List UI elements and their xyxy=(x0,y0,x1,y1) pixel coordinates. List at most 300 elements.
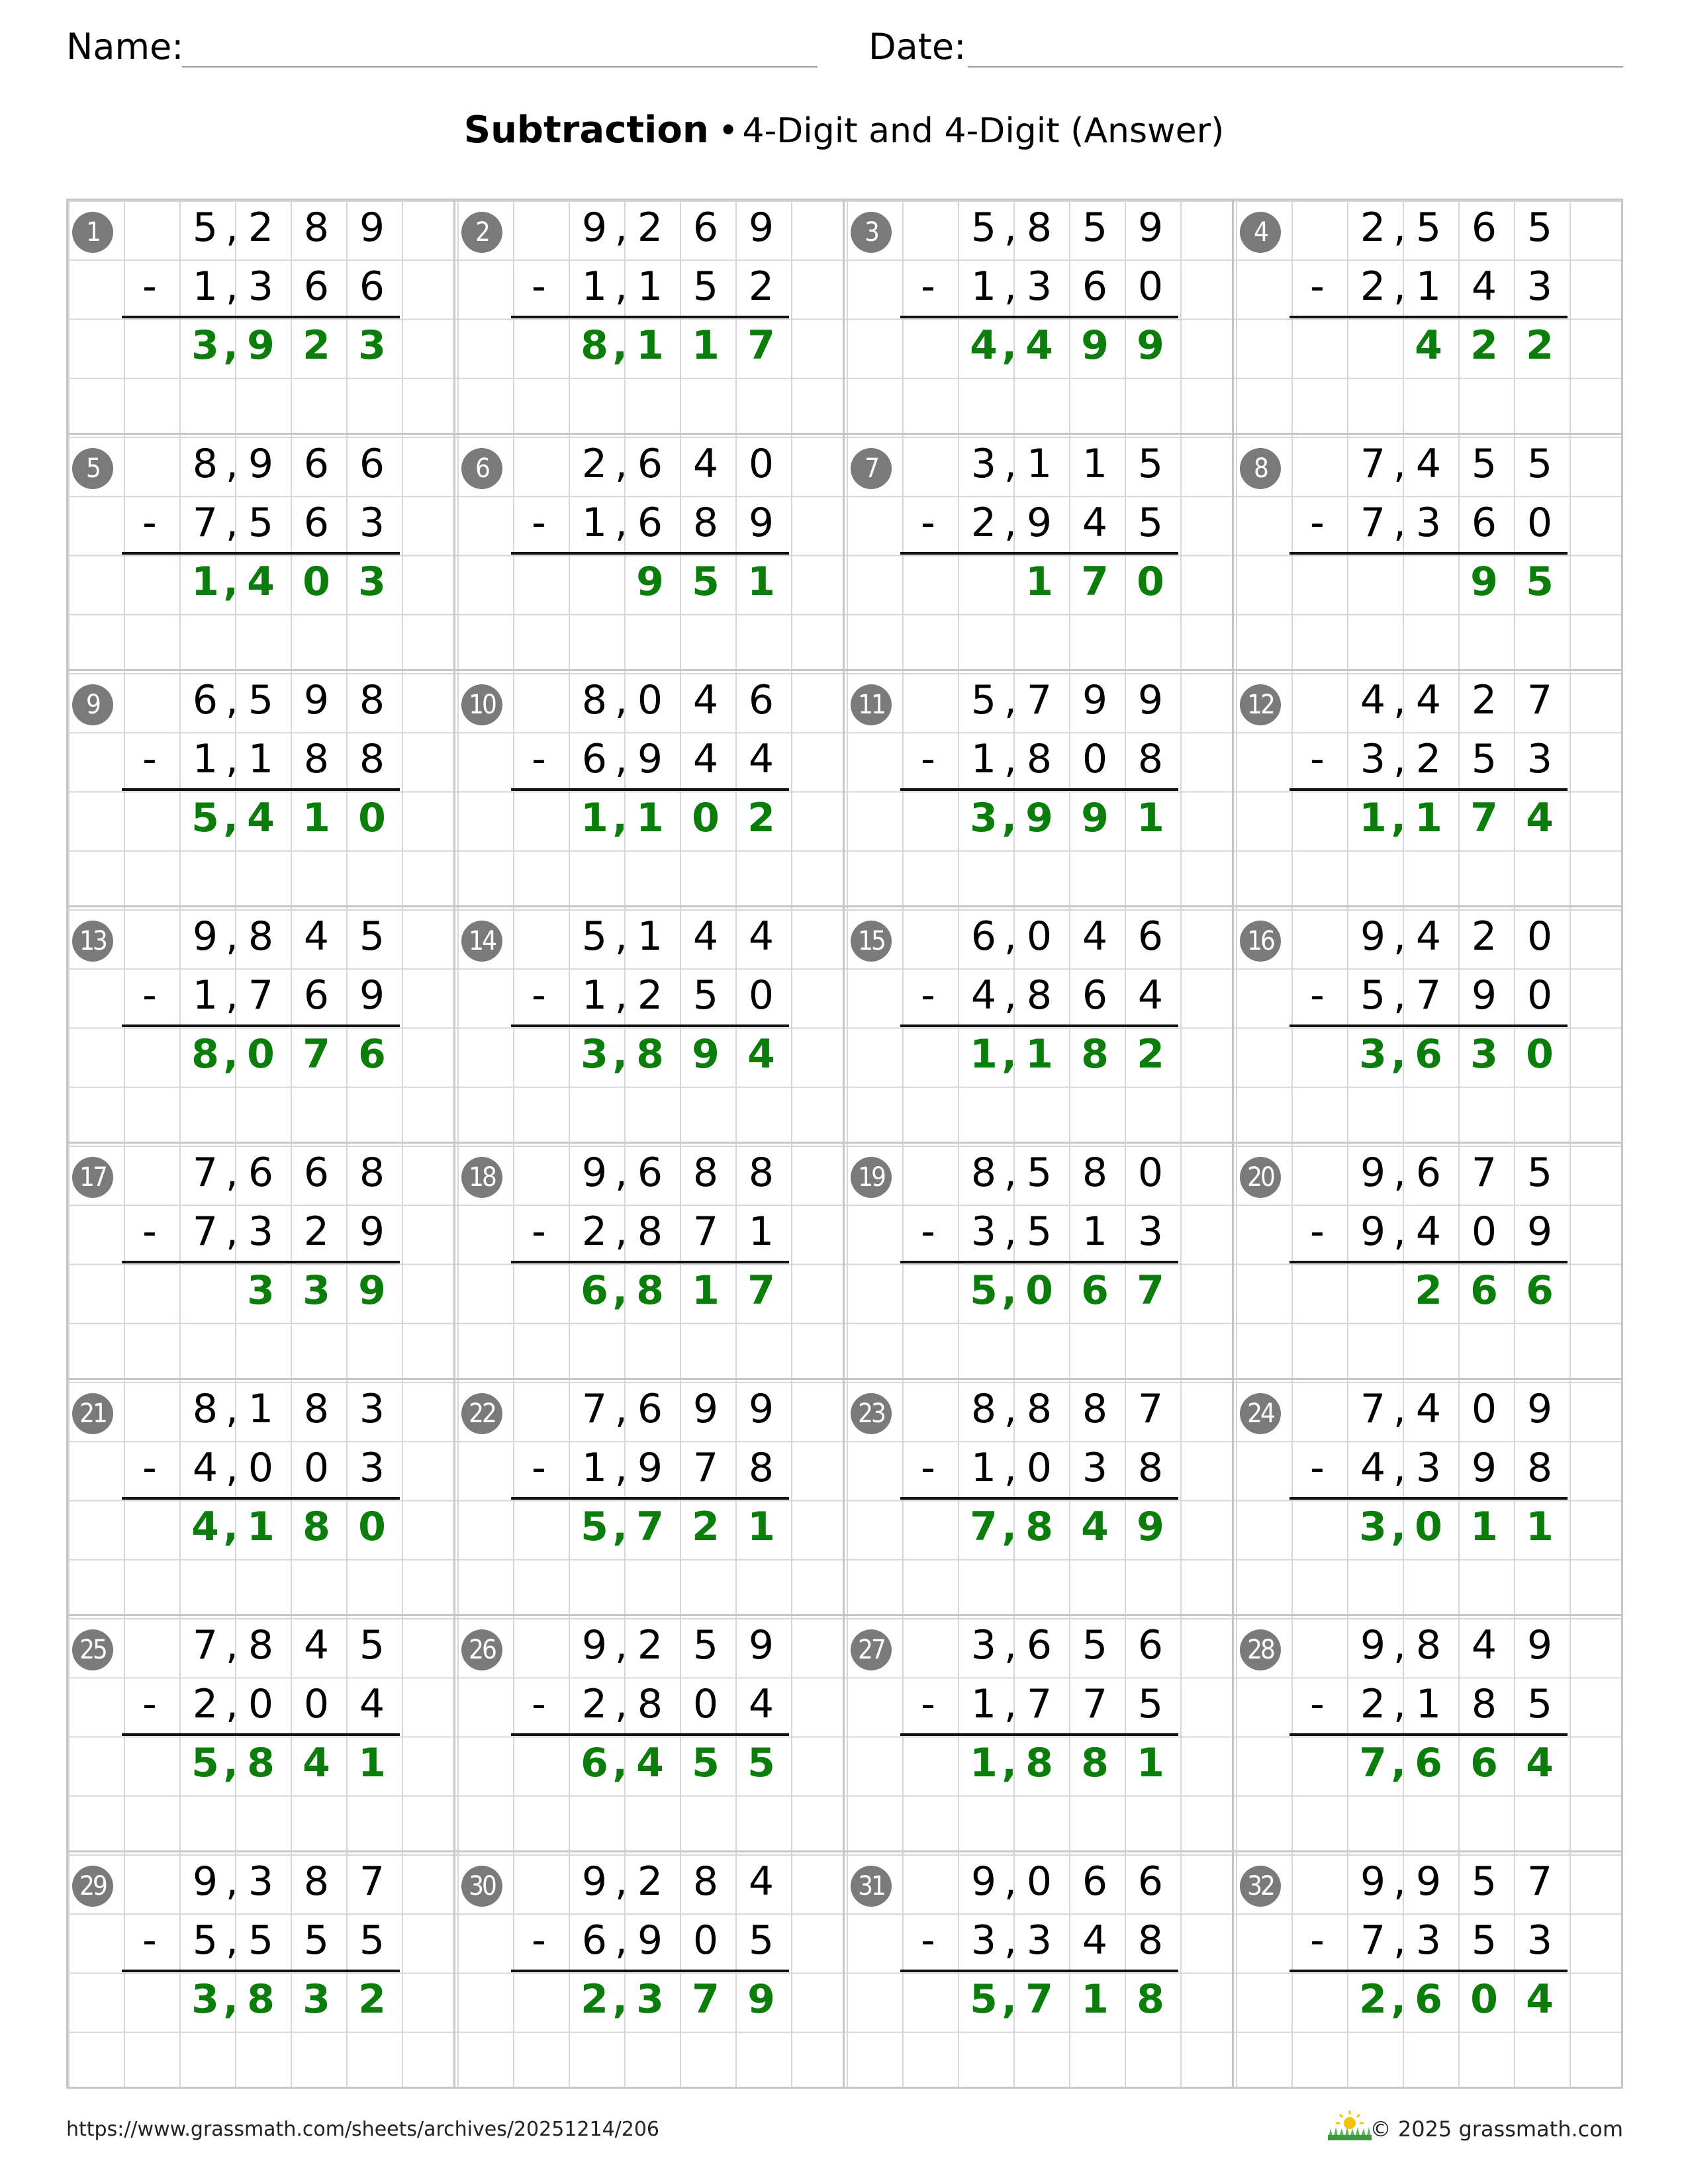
digit: 6 xyxy=(637,1386,663,1432)
minuend-row xyxy=(122,1380,400,1439)
digit: 3 , xyxy=(956,1203,1011,1261)
digit: 9 xyxy=(359,972,385,1019)
digit: 1 xyxy=(248,736,274,782)
digit: 9 xyxy=(1471,972,1497,1019)
digit: 0 xyxy=(1026,1445,1053,1491)
answer-row xyxy=(511,1498,789,1557)
digit: 8 xyxy=(692,1150,719,1196)
digit: 4 xyxy=(247,559,275,605)
minuend-row xyxy=(122,1852,400,1911)
minuend-row xyxy=(511,1144,789,1203)
digit: 5 xyxy=(747,1740,775,1786)
subtrahend-row xyxy=(122,257,400,316)
digit: 0 xyxy=(748,441,774,487)
digit: 1 , xyxy=(956,257,1011,316)
digit: 0 xyxy=(248,1445,274,1491)
digit: 4 xyxy=(1526,795,1554,841)
digit: 6 xyxy=(1471,500,1497,546)
problem-number-badge: 29 xyxy=(72,1866,113,1907)
digit: 9 xyxy=(1526,1208,1553,1255)
digit: 7 xyxy=(1026,677,1053,723)
digit: 8 xyxy=(359,1150,385,1196)
digit: 9 , xyxy=(1345,1203,1401,1261)
digit: 1 , xyxy=(567,1439,622,1498)
empty-digit xyxy=(900,789,956,848)
digit: 0 xyxy=(1415,1504,1442,1550)
empty-digit xyxy=(900,1616,956,1675)
thousands-separator: , xyxy=(614,972,628,1019)
digit: 2 , xyxy=(1345,1970,1401,2029)
digit: 4 xyxy=(748,736,774,782)
answer-row xyxy=(1289,316,1568,375)
digit: 1 xyxy=(1137,795,1164,841)
thousands-separator: , xyxy=(1004,677,1017,723)
digit: 4 xyxy=(1081,1504,1109,1550)
problem-cell xyxy=(66,1852,455,2089)
digit: 9 , xyxy=(177,1852,233,1911)
digit: 8 xyxy=(748,1445,774,1491)
digit: 5 , xyxy=(567,907,622,966)
digit: 2 xyxy=(303,322,330,369)
subtrahend-row xyxy=(900,1203,1178,1261)
problem-cell xyxy=(845,1616,1234,1852)
digit: 8 xyxy=(637,1208,663,1255)
digit: 6 xyxy=(637,441,663,487)
digit: 9 xyxy=(1082,677,1108,723)
subtrahend-row xyxy=(900,494,1178,553)
digit: 0 xyxy=(303,559,330,605)
digit: 7 xyxy=(747,322,775,369)
digit: 7 xyxy=(1137,1267,1164,1314)
digit: 8 , xyxy=(956,1144,1011,1203)
subtrahend-row xyxy=(900,1439,1178,1498)
digit: 4 xyxy=(1415,322,1442,369)
thousands-separator: , xyxy=(612,322,628,369)
digit: 1 xyxy=(747,1504,775,1550)
digit: 6 xyxy=(303,263,330,310)
digit: 4 xyxy=(1526,1740,1554,1786)
problem-cell xyxy=(845,435,1234,671)
empty-digit xyxy=(122,1616,177,1675)
digit: 5 , xyxy=(177,199,233,257)
thousands-separator: , xyxy=(223,1504,238,1550)
digit: 6 xyxy=(303,441,330,487)
digit: 2 , xyxy=(956,494,1011,553)
digit: 9 xyxy=(1137,322,1164,369)
problem-number-badge: 9 xyxy=(72,684,113,725)
empty-digit xyxy=(511,1616,567,1675)
thousands-separator: , xyxy=(614,500,628,546)
digit: 7 xyxy=(1415,972,1442,1019)
empty-digit xyxy=(122,1025,177,1084)
empty-digit xyxy=(511,553,567,612)
digit: 0 xyxy=(1526,972,1553,1019)
digit: 8 xyxy=(1081,1031,1109,1077)
digit: 5 xyxy=(303,1917,330,1964)
digit: 8 xyxy=(692,500,719,546)
thousands-separator: , xyxy=(225,263,238,310)
digit: 8 xyxy=(247,1976,275,2023)
thousands-separator: , xyxy=(1004,1445,1017,1491)
digit: 4 xyxy=(1082,913,1108,960)
minus-sign: - xyxy=(1310,500,1325,546)
digit: 8 xyxy=(359,677,385,723)
digit: 7 , xyxy=(177,1203,233,1261)
minuend-row xyxy=(122,671,400,730)
empty-digit xyxy=(122,1852,177,1911)
answer-row xyxy=(511,789,789,848)
empty-digit xyxy=(122,1380,177,1439)
digit: 6 xyxy=(359,263,385,310)
digit: 5 , xyxy=(177,1911,233,1970)
empty-digit xyxy=(900,907,956,966)
minus-sign: - xyxy=(532,500,546,546)
thousands-separator: , xyxy=(1393,913,1406,960)
digit: 6 xyxy=(637,1150,663,1196)
problem-number-badge: 24 xyxy=(1240,1393,1281,1434)
problem-number-badge: 31 xyxy=(851,1866,892,1907)
digit: 6 xyxy=(1082,1858,1108,1905)
digit: 4 xyxy=(247,795,275,841)
thousands-separator: , xyxy=(1393,205,1406,251)
digit: 8 , xyxy=(177,1380,233,1439)
answer-row xyxy=(122,553,400,612)
problem-number-badge: 20 xyxy=(1240,1157,1281,1198)
empty-digit xyxy=(1289,1970,1345,2029)
digit: 5 , xyxy=(567,1498,622,1557)
digit: 3 , xyxy=(956,789,1011,848)
thousands-separator: , xyxy=(225,1681,238,1727)
problem-cell xyxy=(66,671,455,907)
thousands-separator: , xyxy=(225,500,238,546)
digit: 2 , xyxy=(567,1675,622,1734)
page-title xyxy=(0,107,1688,154)
empty-digit xyxy=(511,1498,567,1557)
minus-sign: - xyxy=(142,1208,157,1255)
thousands-separator: , xyxy=(614,677,628,723)
digit: 3 xyxy=(1415,500,1442,546)
digit: 6 xyxy=(748,677,774,723)
answer-row xyxy=(122,1025,400,1084)
problem-cell xyxy=(66,1380,455,1616)
digit: 0 xyxy=(247,1031,275,1077)
digit: 1 xyxy=(1415,263,1442,310)
digit: 6 , xyxy=(956,907,1011,966)
problem-cell xyxy=(845,1144,1234,1380)
digit: 6 xyxy=(1082,263,1108,310)
digit: 9 , xyxy=(567,1616,622,1675)
digit xyxy=(956,553,1011,612)
thousands-separator: , xyxy=(225,677,238,723)
digit: 2 , xyxy=(1345,257,1401,316)
thousands-separator: , xyxy=(1004,1150,1017,1196)
problem-cell xyxy=(455,907,845,1144)
digit: 6 xyxy=(1415,1031,1442,1077)
digit: 4 , xyxy=(177,1498,233,1557)
digit: 6 xyxy=(1137,913,1164,960)
digit: 9 xyxy=(747,1976,775,2023)
problem-cell xyxy=(66,435,455,671)
empty-digit xyxy=(511,1144,567,1203)
subtrahend-row xyxy=(900,1675,1178,1734)
thousands-separator: , xyxy=(1002,1740,1017,1786)
thousands-separator: , xyxy=(223,322,238,369)
problem-grid xyxy=(66,199,1623,2089)
thousands-separator: , xyxy=(1393,736,1406,782)
answer-row xyxy=(1289,1734,1568,1793)
digit: 3 xyxy=(1026,1917,1053,1964)
thousands-separator: , xyxy=(1393,441,1406,487)
digit: 3 xyxy=(1082,1445,1108,1491)
digit: 2 xyxy=(637,1858,663,1905)
digit: 8 xyxy=(1082,1150,1108,1196)
problem-cell xyxy=(845,1380,1234,1616)
problem-number-badge: 15 xyxy=(851,921,892,962)
problem-number-badge: 16 xyxy=(1240,921,1281,962)
digit: 5 , xyxy=(956,1261,1011,1320)
digit: 9 xyxy=(1025,795,1053,841)
thousands-separator: , xyxy=(614,1208,628,1255)
minus-sign: - xyxy=(532,972,546,1019)
problem-cell xyxy=(455,199,845,435)
thousands-separator: , xyxy=(1004,263,1017,310)
digit: 6 xyxy=(1081,1267,1109,1314)
digit: 4 , xyxy=(1345,1439,1401,1498)
digit: 4 xyxy=(1526,1976,1554,2023)
digit: 0 xyxy=(1470,1976,1498,2023)
problem-cell xyxy=(845,907,1234,1144)
digit: 9 xyxy=(637,736,663,782)
empty-digit xyxy=(900,1734,956,1793)
thousands-separator: , xyxy=(1393,1858,1406,1905)
minus-sign: - xyxy=(1310,1445,1325,1491)
problem-number-badge: 28 xyxy=(1240,1629,1281,1670)
digit: 9 xyxy=(358,1267,386,1314)
problem-cell xyxy=(1234,1852,1623,2089)
digit: 2 xyxy=(358,1976,386,2023)
digit: 3 , xyxy=(177,1970,233,2029)
subtrahend-row xyxy=(900,257,1178,316)
thousands-separator: , xyxy=(1393,1445,1406,1491)
empty-digit xyxy=(122,1734,177,1793)
digit: 3 , xyxy=(956,1616,1011,1675)
digit: 1 , xyxy=(1345,789,1401,848)
digit: 1 xyxy=(748,1208,774,1255)
name-line xyxy=(182,66,818,68)
subtrahend-row xyxy=(900,966,1178,1025)
digit: 6 xyxy=(1415,1740,1442,1786)
thousands-separator: , xyxy=(225,1386,238,1432)
digit: 2 xyxy=(303,1208,330,1255)
empty-digit xyxy=(1289,1852,1345,1911)
digit: 2 , xyxy=(177,1675,233,1734)
digit: 0 xyxy=(358,1504,386,1550)
thousands-separator: , xyxy=(1393,1150,1406,1196)
digit: 0 xyxy=(1526,1031,1554,1077)
digit: 2 , xyxy=(567,1203,622,1261)
answer-row xyxy=(122,789,400,848)
digit: 9 xyxy=(748,205,774,251)
thousands-separator: , xyxy=(1391,1976,1406,2023)
digit: 0 xyxy=(303,1445,330,1491)
digit: 5 xyxy=(692,972,719,1019)
thousands-separator: , xyxy=(1393,500,1406,546)
digit: 1 , xyxy=(956,1439,1011,1498)
thousands-separator: , xyxy=(1391,1504,1406,1550)
digit: 1 xyxy=(358,1740,386,1786)
empty-digit xyxy=(122,789,177,848)
digit: 4 xyxy=(303,913,330,960)
digit: 2 xyxy=(692,1504,720,1550)
problem-number-badge: 6 xyxy=(461,448,502,489)
answer-row xyxy=(122,1498,400,1557)
digit: 9 , xyxy=(956,1852,1011,1911)
minuend-row xyxy=(1289,671,1568,730)
digit: 3 xyxy=(1470,1031,1498,1077)
minuend-row xyxy=(900,907,1178,966)
thousands-separator: , xyxy=(1004,1681,1017,1727)
digit: 8 xyxy=(1137,1445,1164,1491)
digit: 5 xyxy=(248,677,274,723)
digit: 5 xyxy=(359,913,385,960)
empty-digit xyxy=(122,1261,177,1320)
answer-row xyxy=(511,1970,789,2029)
digit: 9 , xyxy=(1345,1616,1401,1675)
digit: 8 , xyxy=(956,1380,1011,1439)
thousands-separator: , xyxy=(612,1504,628,1550)
digit: 9 xyxy=(1470,559,1498,605)
problem-cell xyxy=(455,1380,845,1616)
problem-number-badge: 19 xyxy=(851,1157,892,1198)
digit: 1 , xyxy=(956,1025,1011,1084)
digit: 3 xyxy=(247,1267,275,1314)
thousands-separator: , xyxy=(612,795,628,841)
digit: 3 xyxy=(358,322,386,369)
digit: 1 xyxy=(1470,1504,1498,1550)
thousands-separator: , xyxy=(612,1031,628,1077)
digit: 7 xyxy=(1526,677,1553,723)
empty-digit xyxy=(1289,907,1345,966)
digit: 7 , xyxy=(177,1144,233,1203)
digit: 8 xyxy=(303,736,330,782)
digit: 3 xyxy=(248,1208,274,1255)
problem-cell xyxy=(845,671,1234,907)
empty-digit xyxy=(900,1025,956,1084)
thousands-separator: , xyxy=(1004,441,1017,487)
minuend-row xyxy=(1289,1852,1568,1911)
problem-number-badge: 25 xyxy=(72,1629,113,1670)
digit: 0 xyxy=(248,1681,274,1727)
empty-digit xyxy=(122,199,177,257)
digit: 8 xyxy=(1026,205,1053,251)
digit: 2 , xyxy=(1345,1675,1401,1734)
answer-row xyxy=(900,1970,1178,2029)
digit: 1 xyxy=(637,913,663,960)
digit: 4 xyxy=(303,1622,330,1668)
digit: 7 xyxy=(1470,795,1498,841)
answer-row xyxy=(900,789,1178,848)
digit: 2 xyxy=(1415,736,1442,782)
digit: 1 , xyxy=(956,1734,1011,1793)
digit: 3 , xyxy=(956,435,1011,494)
minuend-row xyxy=(122,1144,400,1203)
digit: 4 xyxy=(1082,1917,1108,1964)
digit: 5 xyxy=(359,1622,385,1668)
digit: 8 xyxy=(303,205,330,251)
minus-sign: - xyxy=(1310,972,1325,1019)
minus-sign: - xyxy=(532,736,546,782)
empty-digit xyxy=(511,199,567,257)
thousands-separator: , xyxy=(1393,1622,1406,1668)
digit xyxy=(1345,316,1401,375)
minus-sign: - xyxy=(921,1208,935,1255)
digit: 4 xyxy=(1137,972,1164,1019)
digit: 8 , xyxy=(567,671,622,730)
minuend-row xyxy=(122,435,400,494)
digit: 2 xyxy=(1471,677,1497,723)
minus-sign: - xyxy=(1310,1681,1325,1727)
empty-digit xyxy=(511,1734,567,1793)
minus-sign: - xyxy=(532,263,546,310)
digit: 8 xyxy=(1526,1445,1553,1491)
thousands-separator: , xyxy=(614,205,628,251)
minus-sign: - xyxy=(142,263,157,310)
digit: 8 xyxy=(248,913,274,960)
digit: 1 xyxy=(636,322,664,369)
answer-row xyxy=(900,1261,1178,1320)
digit: 9 xyxy=(1415,1858,1442,1905)
digit: 8 xyxy=(1025,1740,1053,1786)
problem-cell xyxy=(1234,435,1623,671)
digit: 5 xyxy=(1526,559,1554,605)
empty-digit xyxy=(511,316,567,375)
digit: 9 xyxy=(692,1031,720,1077)
digit: 1 xyxy=(247,1504,275,1550)
thousands-separator: , xyxy=(614,441,628,487)
subtrahend-row xyxy=(1289,966,1568,1025)
digit: 6 xyxy=(1415,1150,1442,1196)
digit: 3 xyxy=(359,1386,385,1432)
thousands-separator: , xyxy=(223,1740,238,1786)
digit: 4 xyxy=(1025,322,1053,369)
digit: 4 , xyxy=(177,1439,233,1498)
digit: 3 xyxy=(303,1976,330,2023)
digit: 7 xyxy=(636,1504,664,1550)
thousands-separator: , xyxy=(223,795,238,841)
digit: 9 , xyxy=(1345,1852,1401,1911)
digit: 0 xyxy=(692,795,720,841)
problem-cell xyxy=(1234,199,1623,435)
digit: 4 xyxy=(1471,263,1497,310)
digit: 7 xyxy=(1471,1150,1497,1196)
problem-cell xyxy=(1234,1144,1623,1380)
empty-digit xyxy=(1289,1380,1345,1439)
digit: 6 xyxy=(303,1150,330,1196)
problem-number-badge: 7 xyxy=(851,448,892,489)
thousands-separator: , xyxy=(1393,1681,1406,1727)
digit: 4 xyxy=(1415,913,1442,960)
digit: 1 , xyxy=(956,1675,1011,1734)
digit: 8 xyxy=(1081,1740,1109,1786)
thousands-separator: , xyxy=(223,1976,238,2023)
digit: 8 xyxy=(637,1681,663,1727)
answer-row xyxy=(511,1025,789,1084)
digit: 6 xyxy=(1471,205,1497,251)
digit: 1 , xyxy=(177,966,233,1025)
thousands-separator: , xyxy=(225,736,238,782)
thousands-separator: , xyxy=(1004,913,1017,960)
digit: 8 , xyxy=(177,1025,233,1084)
